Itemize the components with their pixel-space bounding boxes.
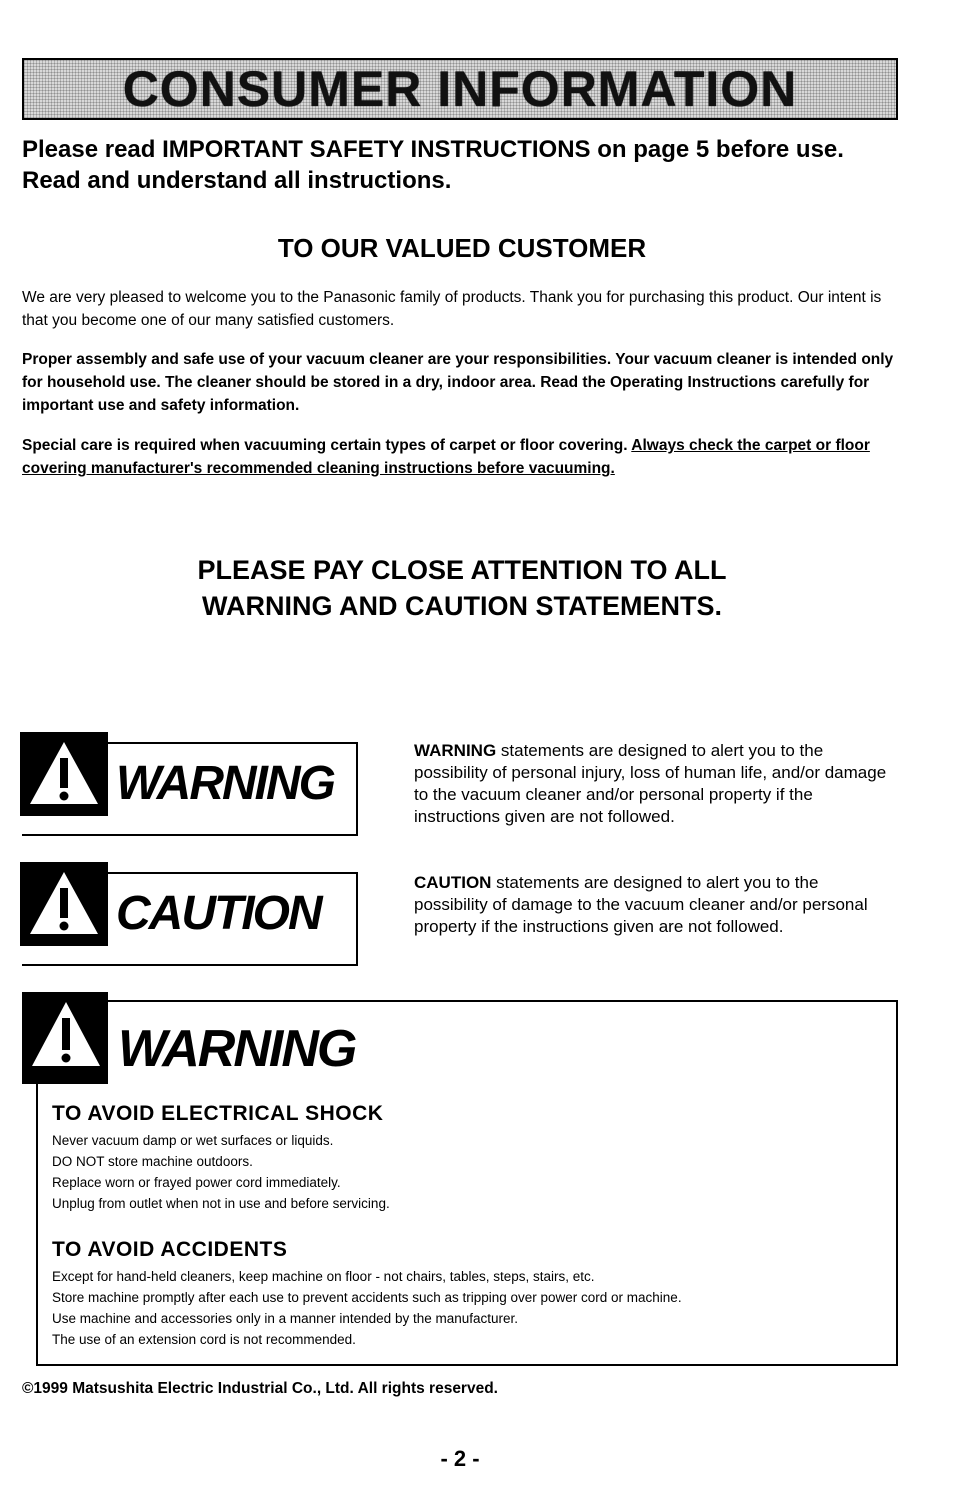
intro-text: Please read IMPORTANT SAFETY INSTRUCTIONS on page 5 before use. Read and understand all instructions.	[22, 136, 844, 194]
warning-text: statements are designed to alert you to the possibility of personal injury, loss of human life, and/or damage to the vacuum cleaner and/or personal property if the instructions given are not followed.	[414, 741, 887, 826]
header-banner	[22, 58, 898, 120]
special-care-paragraph	[22, 434, 902, 480]
warning-triangle-icon	[28, 870, 100, 936]
caution-sign	[22, 872, 358, 966]
attention-line-1: PLEASE PAY CLOSE ATTENTION TO ALL	[197, 555, 727, 585]
list-item: Replace worn or frayed power cord immediately.	[52, 1175, 341, 1190]
warning-description	[414, 740, 894, 828]
warning-sign	[22, 742, 358, 836]
warning-lead: WARNING	[414, 741, 497, 760]
warning-triangle-icon	[28, 740, 100, 806]
caution-lead: CAUTION	[414, 873, 492, 892]
accidents-heading: TO AVOID ACCIDENTS	[52, 1238, 288, 1261]
caution-description	[414, 872, 894, 938]
list-item: Store machine promptly after each use to prevent accidents such as tripping over power cord or machine.	[52, 1290, 682, 1305]
list-item: Never vacuum damp or wet surfaces or liquids.	[52, 1133, 334, 1148]
special-care-text: Special care is required when vacuuming certain types of carpet or floor covering.	[22, 437, 632, 454]
list-item: The use of an extension cord is not recommended.	[52, 1332, 356, 1347]
warning-box-label: WARNING	[118, 1020, 356, 1078]
responsibility-paragraph: Proper assembly and safe use of your vacuum cleaner are your responsibilities. Your vacuum cleaner is intended only for household use. The cleaner should be stored in a dry, indoor area. Read the Operating Instructions carefully for important use and safety information.	[22, 351, 894, 414]
warning-triangle-icon	[30, 1000, 102, 1068]
copyright: ©1999 Matsushita Electric Industrial Co., Ltd. All rights reserved.	[22, 1380, 498, 1397]
page-title: CONSUMER INFORMATION	[122, 61, 798, 117]
caution-sign-label: CAUTION	[116, 887, 321, 940]
list-item: Unplug from outlet when not in use and before servicing.	[52, 1196, 390, 1211]
welcome-paragraph: We are very pleased to welcome you to the Panasonic family of products. Thank you for purchasing this product. Our intent is that you become one of our many satisfied customers.	[22, 289, 882, 329]
warning-sign-block	[20, 732, 108, 816]
caution-sign-block	[20, 862, 108, 946]
page-number: - 2 -	[440, 1446, 480, 1471]
electrical-shock-heading: TO AVOID ELECTRICAL SHOCK	[52, 1102, 384, 1125]
list-item: Use machine and accessories only in a manner intended by the manufacturer.	[52, 1311, 519, 1326]
list-item: DO NOT store machine outdoors.	[52, 1154, 253, 1169]
valued-customer-heading: TO OUR VALUED CUSTOMER	[277, 233, 647, 263]
attention-line-2: WARNING AND CAUTION STATEMENTS.	[202, 591, 722, 621]
list-item: Except for hand-held cleaners, keep machine on floor - not chairs, tables, steps, stairs, etc.	[52, 1269, 595, 1284]
special-care-underlined: Always check the carpet or floor covering manufacturer's recommended cleaning instructions before vacuuming.	[22, 437, 870, 477]
warning-sign-label: WARNING	[116, 757, 334, 810]
caution-text: statements are designed to alert you to the possibility of damage to the vacuum cleaner and/or personal property if the instructions given are not followed.	[414, 873, 868, 936]
